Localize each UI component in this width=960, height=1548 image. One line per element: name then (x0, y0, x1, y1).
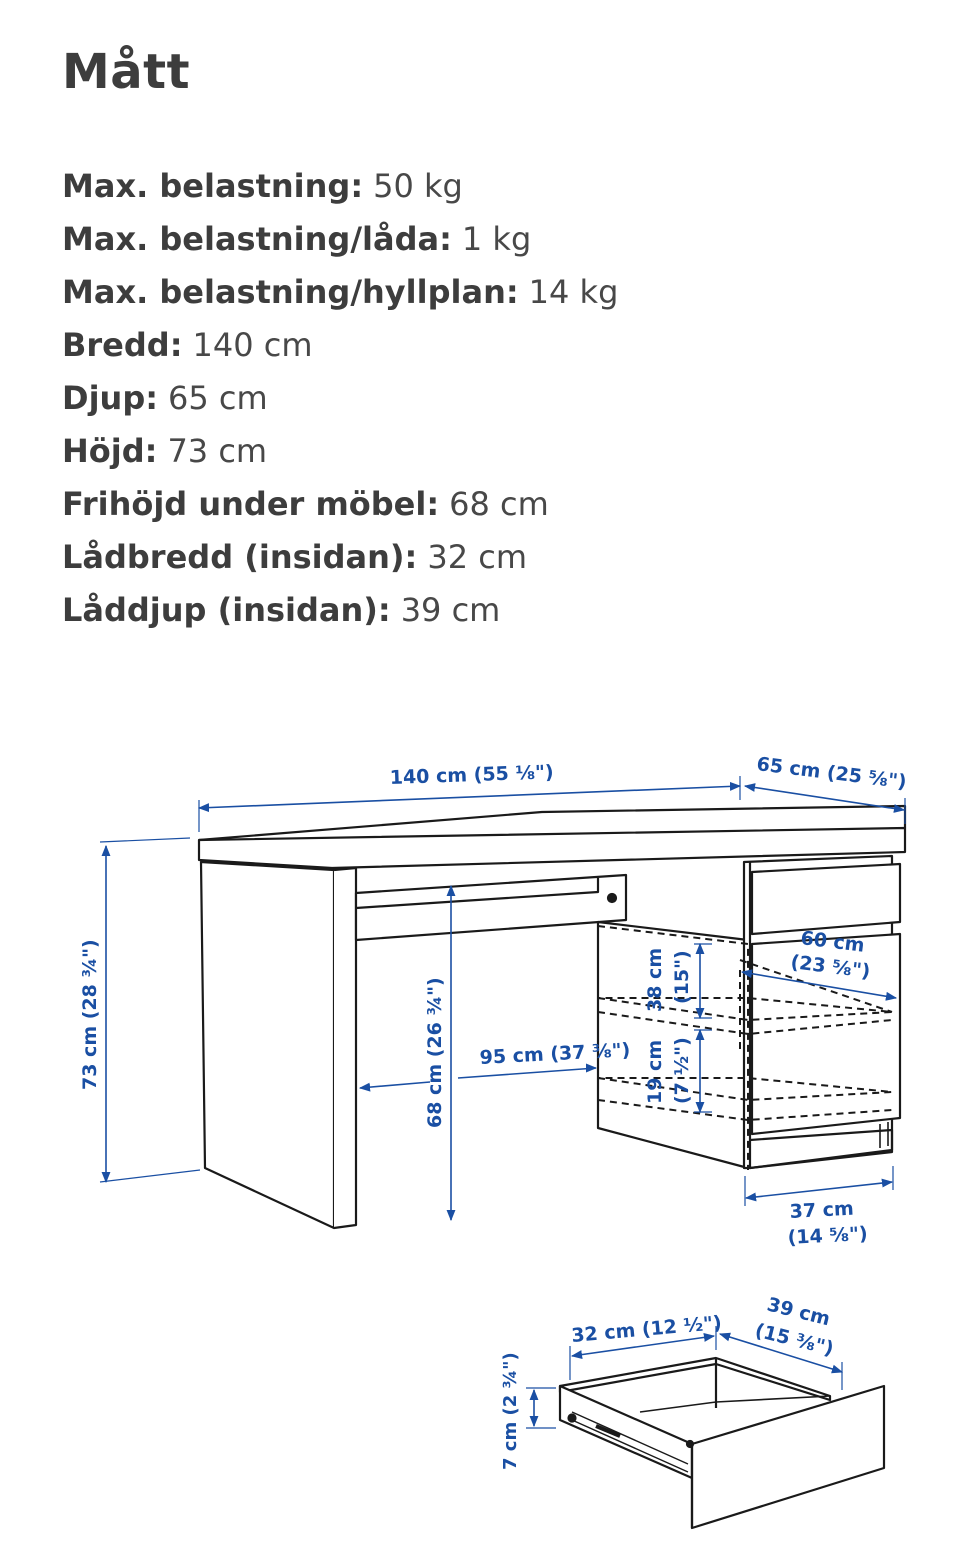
spec-row (62, 531, 618, 584)
spec-label: Max. belastning/låda: (62, 220, 452, 258)
dim-height-label: 73 cm (28 ¾") (79, 939, 101, 1090)
spec-label: Lådbredd (insidan): (62, 538, 418, 576)
spec-row (62, 584, 618, 637)
desk-leg-edge (334, 868, 356, 1228)
drawer-illustration (560, 1358, 884, 1528)
dim-shelf-height2-line1: 19 cm (644, 1039, 666, 1104)
dim-width-label: 140 cm (55 ⅛") (389, 761, 555, 789)
dimension-drawing (0, 700, 960, 1548)
spec-label: Bredd: (62, 326, 183, 364)
drawer-back (560, 1358, 830, 1400)
spec-row (62, 425, 618, 478)
dim-depth-label: 65 cm (25 ⅝") (755, 753, 908, 794)
dim-unit-width-line2: (14 ⅝") (787, 1222, 869, 1249)
spec-label: Max. belastning/hyllplan: (62, 273, 519, 311)
drawer-front-panel (692, 1386, 884, 1528)
dim-shelf-height2-line2: (7 ½") (671, 1037, 693, 1104)
dim-knee-width-label: 95 cm (37 ⅜") (479, 1039, 631, 1069)
spec-value: 1 kg (461, 220, 532, 258)
drawer-bottom (640, 1396, 830, 1412)
spec-value: 73 cm (167, 432, 268, 470)
dim-shelf-depth-line2: (23 ⅝") (789, 951, 872, 983)
desk-illustration (199, 806, 905, 1228)
modesty-panel (356, 875, 626, 940)
spec-value: 50 kg (373, 167, 463, 205)
dim-drawer-width-label: 32 cm (12 ½") (570, 1311, 723, 1347)
dim-clearance-label: 68 cm (26 ¾") (424, 977, 446, 1128)
dim-drawer-depth-line1: 39 cm (764, 1293, 833, 1331)
spec-row (62, 372, 618, 425)
spec-row (62, 319, 618, 372)
spec-row (62, 478, 618, 531)
spec-row (62, 160, 618, 213)
spec-value: 140 cm (192, 326, 313, 364)
dim-shelf-height1-line2: (15") (671, 950, 693, 1004)
dim-drawer-height-label: 7 cm (2 ¾") (500, 1352, 521, 1470)
spec-list (62, 160, 618, 637)
dim-shelf-height1-line1: 38 cm (644, 947, 666, 1012)
spec-row (62, 213, 618, 266)
spec-row (62, 266, 618, 319)
dim-drawer-depth-line2: (15 ⅜") (752, 1319, 836, 1361)
spec-value: 14 kg (528, 273, 619, 311)
spec-label: Max. belastning: (62, 167, 364, 205)
dim-unit-width-line1: 37 cm (789, 1197, 855, 1223)
spec-value: 68 cm (449, 485, 549, 523)
drawer-front (752, 864, 900, 934)
desk-left-leg (201, 862, 334, 1228)
spec-value: 65 cm (168, 379, 268, 417)
page-title: Mått (62, 44, 191, 100)
spec-label: Djup: (62, 379, 159, 417)
dim-shelf-depth-line1: 60 cm (799, 927, 866, 957)
spec-value: 39 cm (400, 591, 501, 629)
spec-value: 32 cm (427, 538, 527, 576)
spec-label: Frihöjd under möbel: (62, 485, 440, 523)
spec-label: Låddjup (insidan): (62, 591, 391, 629)
spec-label: Höjd: (62, 432, 158, 470)
